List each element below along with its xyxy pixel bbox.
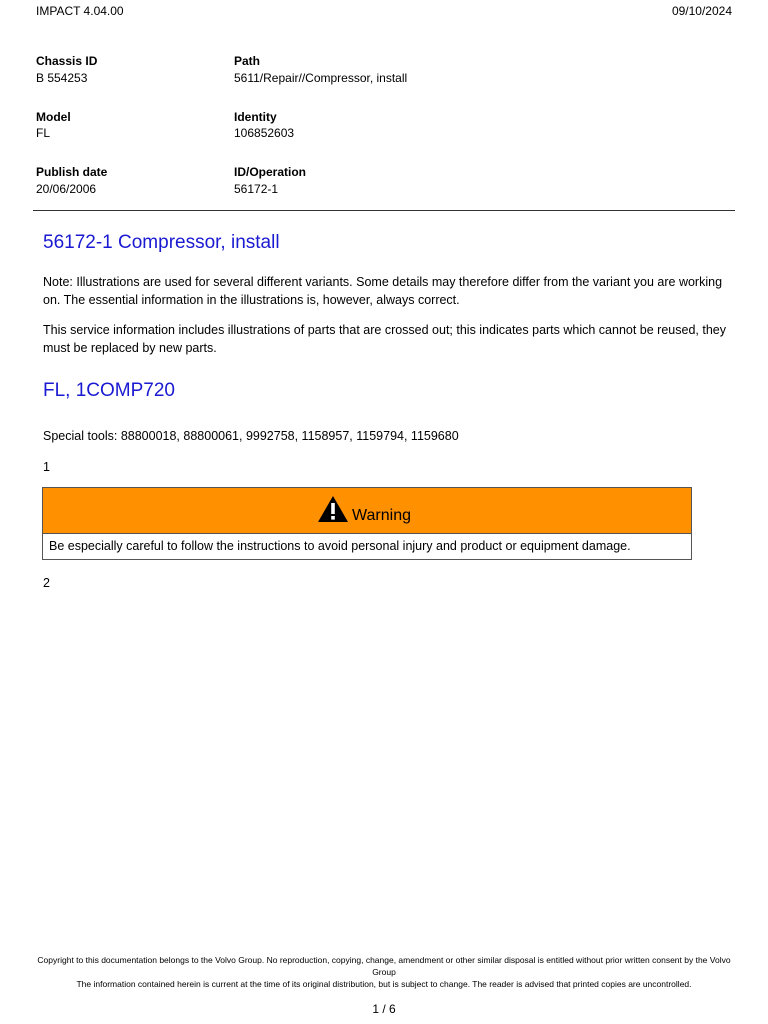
model-value: FL (36, 126, 51, 140)
crossed-out-info: This service information includes illustrations of parts that are crossed out; this indicates parts which cannot be reused, they must be replaced by new parts. (43, 323, 726, 355)
warning-title: Warning (352, 507, 411, 524)
path-value: 5611/Repair//Compressor, install (234, 71, 408, 85)
header-divider (33, 210, 735, 211)
step-number-1: 1 (43, 460, 50, 474)
special-tools: Special tools: 88800018, 88800061, 9992758, 1158957, 1159794, 1159680 (43, 429, 459, 443)
publish-date-label: Publish date (36, 165, 108, 179)
print-date: 09/10/2024 (671, 4, 732, 18)
app-version: IMPACT 4.04.00 (36, 4, 124, 18)
step-number-2: 2 (43, 576, 50, 590)
warning-icon (317, 495, 349, 523)
copyright-notice: Copyright to this documentation belongs to the Volvo Group. No reproduction, copying, change, amendment or other similar disposal is entitled without prior written consent by the Volvo Group (37, 955, 731, 977)
disclaimer: The information contained herein is current at the time of its original distribution, but is subject to change. The reader is advised that printed copies are uncontrolled. (76, 979, 692, 989)
page-number: 1 / 6 (372, 1002, 396, 1016)
path-label: Path (234, 54, 261, 68)
warning-header (43, 488, 691, 534)
id-operation-label: ID/Operation (234, 165, 307, 179)
warning-text: Be especially careful to follow the instructions to avoid personal injury and product or equipment damage. (49, 539, 631, 553)
chassis-id-value: B 554253 (36, 71, 88, 85)
publish-date-value: 20/06/2006 (36, 182, 97, 196)
identity-value: 106852603 (234, 126, 295, 140)
variant-heading: FL, 1COMP720 (43, 380, 175, 401)
warning-box (42, 487, 692, 560)
model-label: Model (36, 110, 71, 124)
chassis-id-label: Chassis ID (36, 54, 98, 68)
identity-label: Identity (234, 110, 277, 124)
illustration-note: Note: Illustrations are used for several different variants. Some details may therefore differ from the variant you are working on. The essential information in the illustrations is, however, always correct. (43, 275, 723, 307)
page-title: 56172-1 Compressor, install (43, 232, 280, 253)
id-operation-value: 56172-1 (234, 182, 279, 196)
